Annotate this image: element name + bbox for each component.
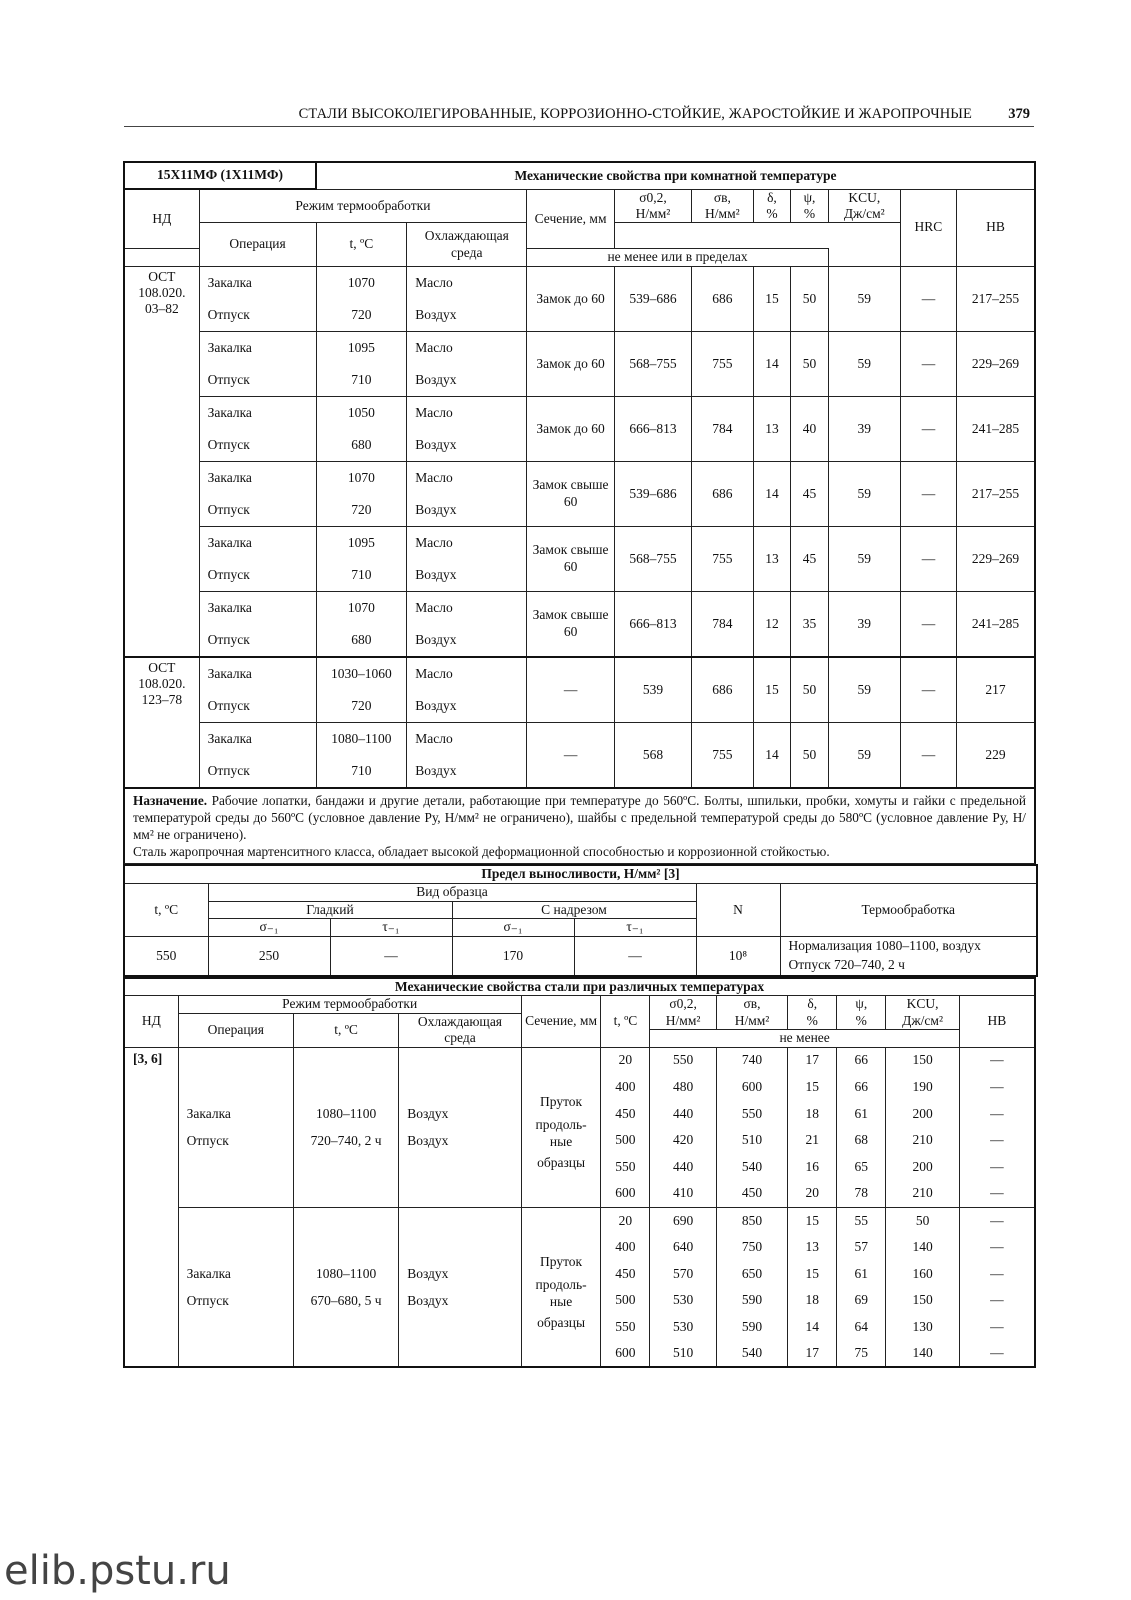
val-psi: 64 [837,1314,886,1341]
val-s02: 510 [650,1341,716,1368]
val-kcu: 59 [828,526,900,591]
val-hb: — [959,1180,1035,1207]
val-delta: 20 [788,1180,837,1207]
table-row [124,396,1035,461]
h-hrc: HRC [900,189,956,266]
operation: Закалка Отпуск [199,461,316,526]
val-d: 14 [753,722,791,788]
table1-title: Механические свойства при комнатной температуре [316,162,1035,189]
val-sb: 540 [716,1154,787,1181]
val-sb: 450 [716,1180,787,1207]
h3-psi: ψ, % [837,996,886,1030]
h2-notch: С надрезом [452,901,696,918]
val-sb: 590 [716,1287,787,1314]
cooling: Масло Воздух [407,396,527,461]
section: Замок свыше 60 [527,526,615,591]
section: Замок свыше 60 [527,461,615,526]
val-hb: 217–255 [957,461,1035,526]
val-hb: — [959,1207,1035,1234]
cooling: Масло Воздух [407,461,527,526]
val-s02: 440 [650,1100,716,1127]
h3-op: Операция [178,1013,293,1047]
h2-heat: Термообработка [780,884,1037,936]
val-temp: 550 [601,1154,650,1181]
val-temp: 400 [601,1074,650,1101]
table-row [124,1207,1035,1234]
val-psi: 66 [837,1047,886,1074]
cooling: Воздух Воздух [399,1047,522,1207]
val-psi: 45 [791,461,829,526]
val-sb: 650 [716,1261,787,1288]
val-temp: 20 [601,1207,650,1234]
val-psi: 45 [791,526,829,591]
f-heat: Нормализация 1080–1100, воздух Отпуск 720–740, 2 ч [780,936,1037,975]
h-mode: Режим термообработки [199,189,527,223]
val-sb: 850 [716,1207,787,1234]
val-s02: 480 [650,1074,716,1101]
h3-sb: σв, Н/мм² [716,996,787,1030]
temperature: 1095 710 [316,331,407,396]
temperature: 1080–1100 720–740, 2 ч [294,1047,399,1207]
val-delta: 18 [788,1287,837,1314]
h2-n: N [696,884,780,936]
section: Пруток продоль- ные образцы [521,1207,601,1367]
purpose-note [123,789,1036,864]
operation: Закалка Отпуск [178,1047,293,1207]
f-s1: 250 [208,936,330,975]
val-psi: 61 [837,1100,886,1127]
table-row [124,722,1035,788]
h-sb: σв, Н/мм² [692,189,754,223]
val-hb: — [959,1287,1035,1314]
val-hb: — [959,1261,1035,1288]
val-s02: 420 [650,1127,716,1154]
temperature: 1070 720 [316,461,407,526]
h3-tt: t, ºС [601,996,650,1047]
val-kcu: 59 [828,461,900,526]
val-hb: — [959,1127,1035,1154]
h-operation: Операция [199,223,316,266]
val-hrc: — [900,331,956,396]
temperature: 1080–1100 670–680, 5 ч [294,1207,399,1367]
nd-cell: [3, 6] [124,1047,178,1367]
val-psi: 61 [837,1261,886,1288]
table-row [124,266,1035,331]
val-hb: — [959,1100,1035,1127]
h2-s2: σ₋₁ [452,919,574,936]
cooling: Масло Воздух [407,657,527,723]
h-temp: t, ºС [316,223,407,266]
val-s02: 568–755 [614,331,691,396]
section: Замок до 60 [527,331,615,396]
fatigue-table [123,864,1038,977]
val-delta: 13 [788,1234,837,1261]
temperature: 1050 680 [316,396,407,461]
val-kcu: 39 [828,591,900,657]
section: — [527,722,615,788]
val-hrc: — [900,591,956,657]
val-delta: 15 [788,1261,837,1288]
val-kcu: 140 [886,1341,960,1368]
val-sb: 686 [692,461,754,526]
val-s02: 539–686 [614,461,691,526]
table-row [124,1047,1035,1074]
val-psi: 55 [837,1207,886,1234]
val-s02: 440 [650,1154,716,1181]
val-hrc: — [900,266,956,331]
steel-datasheet [123,161,1036,1368]
h3-kcu: KCU, Дж/см² [886,996,960,1030]
header-title: СТАЛИ ВЫСОКОЛЕГИРОВАННЫЕ, КОРРОЗИОННО-СТОЙКИЕ, ЖАРОСТОЙКИЕ И ЖАРОПРОЧНЫЕ [298,106,972,122]
nd-cell: ОСТ 108.020. 123–78 [124,657,199,788]
val-sb: 686 [692,657,754,723]
val-hb: — [959,1074,1035,1101]
val-psi: 66 [837,1074,886,1101]
val-kcu: 150 [886,1287,960,1314]
val-temp: 500 [601,1287,650,1314]
h-delta: δ, % [753,189,791,223]
val-hb: 229–269 [957,331,1035,396]
val-psi: 35 [791,591,829,657]
val-d: 15 [753,266,791,331]
val-psi: 65 [837,1154,886,1181]
val-kcu: 160 [886,1261,960,1288]
val-s02: 568 [614,722,691,788]
val-sb: 540 [716,1341,787,1368]
val-sb: 740 [716,1047,787,1074]
operation: Закалка Отпуск [199,657,316,723]
val-temp: 600 [601,1341,650,1368]
val-delta: 18 [788,1100,837,1127]
h2-s1: σ₋₁ [208,919,330,936]
temperature: 1080–1100 710 [316,722,407,788]
table-row [124,526,1035,591]
val-psi: 50 [791,722,829,788]
val-hb: 241–285 [957,591,1035,657]
val-sb: 686 [692,266,754,331]
nd-cell: ОСТ 108.020. 03–82 [124,266,199,657]
val-sb: 755 [692,526,754,591]
val-hb: — [959,1314,1035,1341]
val-delta: 15 [788,1207,837,1234]
val-d: 12 [753,591,791,657]
val-psi: 75 [837,1341,886,1368]
cooling: Масло Воздух [407,266,527,331]
h-psi: ψ, % [791,189,829,223]
val-kcu: 140 [886,1234,960,1261]
h2-tau2: τ₋₁ [574,919,696,936]
h2-kind: Вид образца [208,884,696,901]
val-delta: 16 [788,1154,837,1181]
val-hrc: — [900,526,956,591]
cooling: Воздух Воздух [399,1207,522,1367]
val-temp: 450 [601,1100,650,1127]
temperature: 1070 720 [316,266,407,331]
val-s02: 530 [650,1287,716,1314]
val-hb: 217–255 [957,266,1035,331]
h-section: Сечение, мм [527,189,615,249]
val-sb: 600 [716,1074,787,1101]
operation: Закалка Отпуск [199,591,316,657]
val-s02: 666–813 [614,591,691,657]
operation: Закалка Отпуск [199,722,316,788]
table-row [124,657,1035,723]
val-d: 13 [753,526,791,591]
note-text-2: Сталь жаропрочная мартенситного класса, обладает высокой деформационной способностью и коррозионной стойкостью. [133,843,830,859]
note-label: Назначение. [133,792,208,808]
room-temp-table [123,161,1036,789]
val-sb: 750 [716,1234,787,1261]
h-s02: σ0,2, Н/мм² [614,189,691,223]
val-s02: 550 [650,1047,716,1074]
val-psi: 50 [791,331,829,396]
val-kcu: 50 [886,1207,960,1234]
val-s02: 539–686 [614,266,691,331]
running-header [124,104,1034,127]
val-delta: 17 [788,1047,837,1074]
f-s2: 170 [452,936,574,975]
section: Пруток продоль- ные образцы [521,1047,601,1207]
val-delta: 14 [788,1314,837,1341]
cooling: Масло Воздух [407,722,527,788]
table-row [124,591,1035,657]
val-hrc: — [900,396,956,461]
val-s02: 690 [650,1207,716,1234]
page-number: 379 [1008,106,1030,122]
h2-smooth: Гладкий [208,901,452,918]
h-nd: НД [124,189,199,249]
section: Замок до 60 [527,396,615,461]
val-hrc: — [900,722,956,788]
h3-mode: Режим термообработки [178,996,521,1013]
val-hb: — [959,1154,1035,1181]
temperature: 1030–1060 720 [316,657,407,723]
val-sb: 550 [716,1100,787,1127]
val-hb: 241–285 [957,396,1035,461]
h-hb: НВ [957,189,1035,266]
val-kcu: 210 [886,1180,960,1207]
val-sb: 784 [692,591,754,657]
val-kcu: 59 [828,722,900,788]
val-psi: 50 [791,657,829,723]
cooling: Масло Воздух [407,331,527,396]
h-kcu: KCU, Дж/см² [828,189,900,223]
table3-title: Механические свойства стали при различных температурах [124,978,1035,996]
val-d: 14 [753,461,791,526]
val-d: 15 [753,657,791,723]
watermark: elib.pstu.ru [4,1548,231,1594]
val-psi: 78 [837,1180,886,1207]
val-temp: 600 [601,1180,650,1207]
val-delta: 17 [788,1341,837,1368]
val-temp: 20 [601,1047,650,1074]
table2-title: Предел выносливости, Н/мм² [3] [124,865,1037,884]
operation: Закалка Отпуск [199,526,316,591]
h-cooling: Охлаждающая среда [407,223,527,266]
val-delta: 21 [788,1127,837,1154]
grade-label: 15Х11МФ (1Х11МФ) [124,162,316,189]
high-temp-table [123,977,1036,1369]
val-temp: 550 [601,1314,650,1341]
val-sb: 590 [716,1314,787,1341]
val-psi: 50 [791,266,829,331]
h3-min: не менее [650,1030,959,1047]
val-kcu: 210 [886,1127,960,1154]
note-text: Рабочие лопатки, бандажи и другие детали, работающие при температуре до 560ºС. Болты, шпильки, пробки, хомуты и гайки с предельной температурой среды до 560ºС (условное давление Pу, Н/мм² не ограничено), шайбы с предельной температурой среды до 580ºС (условное давление Pу, Н/мм² не ограничено). [133,792,1026,842]
h3-hb: НВ [959,996,1035,1047]
val-d: 13 [753,396,791,461]
val-hb: 229 [957,722,1035,788]
temperature: 1070 680 [316,591,407,657]
val-kcu: 39 [828,396,900,461]
val-s02: 640 [650,1234,716,1261]
val-kcu: 200 [886,1154,960,1181]
val-hb: 229–269 [957,526,1035,591]
val-s02: 568–755 [614,526,691,591]
val-temp: 400 [601,1234,650,1261]
val-s02: 539 [614,657,691,723]
val-delta: 15 [788,1074,837,1101]
val-temp: 450 [601,1261,650,1288]
val-hrc: — [900,657,956,723]
h-limits: не менее или в пределах [527,249,829,266]
h3-section: Сечение, мм [521,996,601,1047]
cooling: Масло Воздух [407,591,527,657]
operation: Закалка Отпуск [199,396,316,461]
val-s02: 530 [650,1314,716,1341]
h3-t: t, ºС [294,1013,399,1047]
val-s02: 666–813 [614,396,691,461]
val-hb: — [959,1234,1035,1261]
val-kcu: 150 [886,1047,960,1074]
table-row [124,331,1035,396]
val-kcu: 59 [828,331,900,396]
val-sb: 755 [692,722,754,788]
f-t: 550 [124,936,208,975]
operation: Закалка Отпуск [199,266,316,331]
section: Замок свыше 60 [527,591,615,657]
operation: Закалка Отпуск [199,331,316,396]
h2-t: t, ºС [124,884,208,936]
val-kcu: 59 [828,266,900,331]
val-s02: 570 [650,1261,716,1288]
val-kcu: 59 [828,657,900,723]
val-kcu: 130 [886,1314,960,1341]
val-sb: 784 [692,396,754,461]
h3-cool: Охлаждающая среда [399,1013,522,1047]
section: — [527,657,615,723]
h3-s02: σ0,2, Н/мм² [650,996,716,1030]
h2-tau1: τ₋₁ [330,919,452,936]
val-hb: 217 [957,657,1035,723]
val-kcu: 190 [886,1074,960,1101]
temperature: 1095 710 [316,526,407,591]
val-psi: 68 [837,1127,886,1154]
val-hb: — [959,1341,1035,1368]
h3-d: δ, % [788,996,837,1030]
val-sb: 755 [692,331,754,396]
table-row [124,461,1035,526]
val-hrc: — [900,461,956,526]
val-psi: 69 [837,1287,886,1314]
val-sb: 510 [716,1127,787,1154]
val-s02: 410 [650,1180,716,1207]
h3-nd: НД [124,996,178,1047]
val-d: 14 [753,331,791,396]
val-temp: 500 [601,1127,650,1154]
f-tau1: — [330,936,452,975]
f-tau2: — [574,936,696,975]
h-spacer [124,249,199,266]
section: Замок до 60 [527,266,615,331]
cooling: Масло Воздух [407,526,527,591]
val-hb: — [959,1047,1035,1074]
operation: Закалка Отпуск [178,1207,293,1367]
val-psi: 57 [837,1234,886,1261]
f-n: 10⁸ [696,936,780,975]
val-kcu: 200 [886,1100,960,1127]
val-psi: 40 [791,396,829,461]
